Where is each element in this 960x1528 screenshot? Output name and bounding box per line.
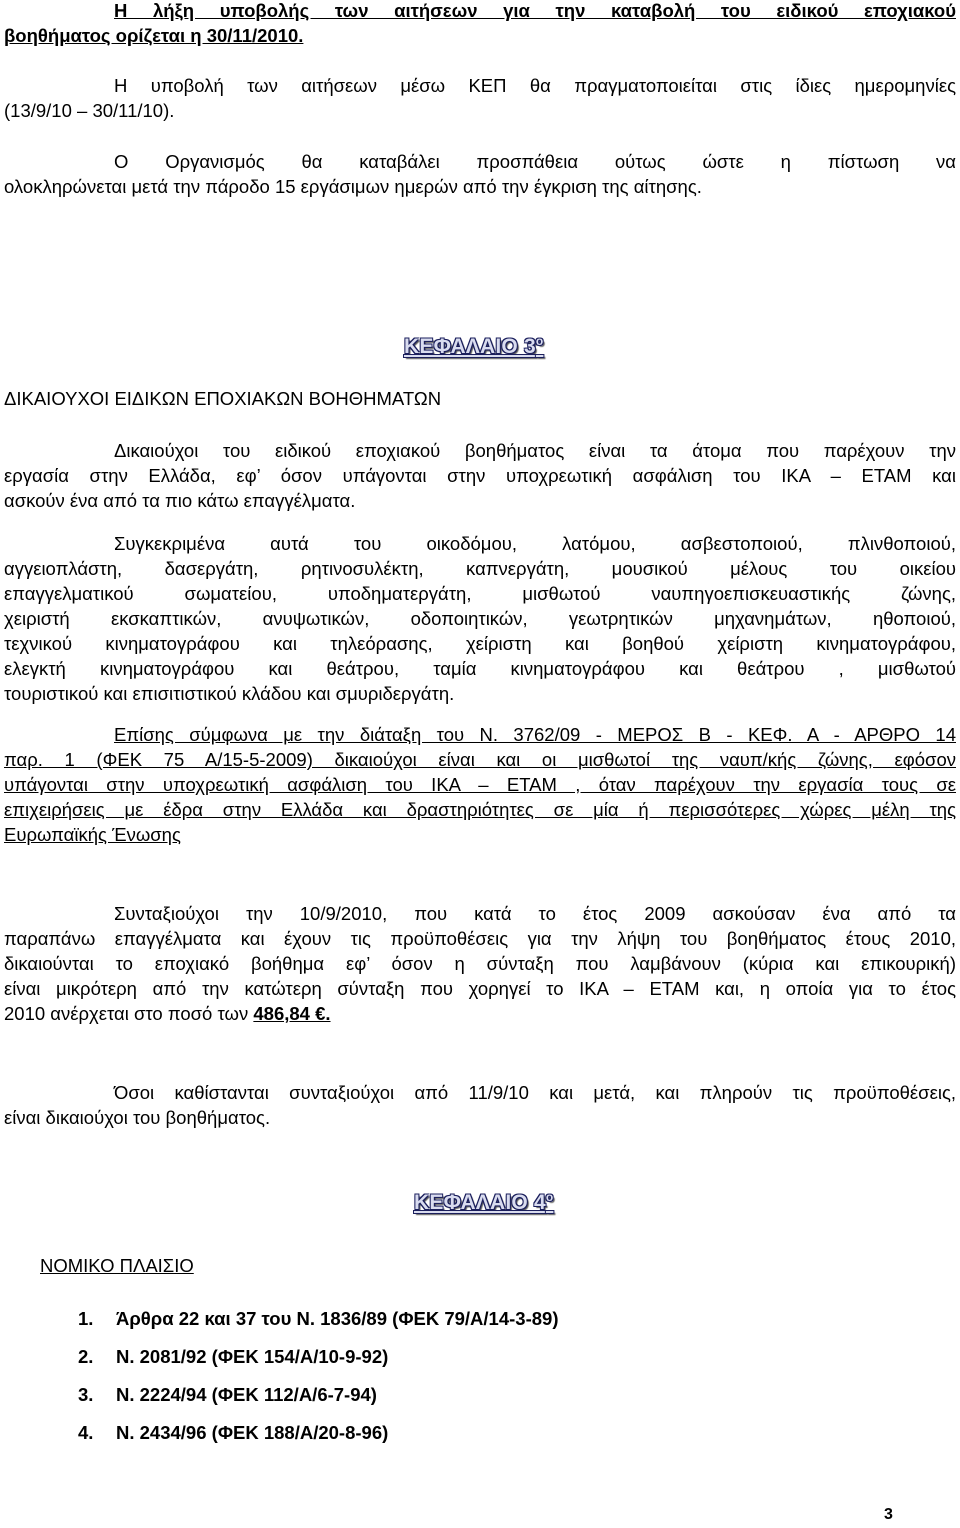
list-item-text: Ν. 2434/96 (ΦΕΚ 188/Α/20-8-96) <box>116 1422 389 1443</box>
deadline-paragraph <box>4 0 956 48</box>
chapter-4-title <box>414 1190 553 1215</box>
new-pensioners-paragraph <box>4 1080 956 1130</box>
kep-line-1: Η υποβολή των αιτήσεων μέσω ΚΕΠ θα πραγματοποιείται στις ίδιες ημερομηνίες <box>114 75 956 96</box>
pensioners-line-5-text: 2010 ανέρχεται στο ποσό των <box>4 1003 254 1024</box>
deadline-line-2: βοηθήματος ορίζεται η 30/11/2010. <box>4 25 304 46</box>
pensioners-paragraph <box>4 901 956 1026</box>
new-pensioners-line-2: είναι δικαιούχοι του βοηθήματος. <box>4 1107 271 1128</box>
legal-list <box>78 1306 558 1458</box>
beneficiaries-paragraph <box>4 438 956 513</box>
list-item-text: Ν. 2081/92 (ΦΕΚ 154/Α/10-9-92) <box>116 1346 389 1367</box>
pensioners-line-3: δικαιούνται το εποχιακό βοήθημα εφ’ όσον η σύνταξη που λαμβάνουν (κύρια και επικουρική) <box>4 953 956 974</box>
list-item-number: 2. <box>78 1346 94 1367</box>
professions-line-2: αγγειοπλάστη, δασεργάτη, ρητινοσυλέκτη, καπνεργάτη, μουσικού μέλους του οικείου <box>4 558 956 579</box>
shipyard-line-2: παρ. 1 (ΦΕΚ 75 Α/15-5-2009) δικαιούχοι είναι και οι μισθωτοί της ναυπ/κής ζώνης, εφόσον <box>4 749 956 770</box>
legal-framework-heading: ΝΟΜΙΚΟ ΠΛΑΙΣΙΟ <box>40 1255 194 1276</box>
deadline-line-1: Η λήξη υποβολής των αιτήσεων για την καταβολή του ειδικού εποχιακού <box>114 0 956 21</box>
list-item-number: 3. <box>78 1384 94 1405</box>
list-item-text: Ν. 2224/94 (ΦΕΚ 112/Α/6-7-94) <box>116 1384 377 1405</box>
chapter-4-sup: ο <box>545 1190 554 1204</box>
professions-line-6: ελεγκτή κινηματογράφου και θεάτρου, ταμία κινηματογράφου και θεάτρου , μισθωτού <box>4 658 956 679</box>
shipyard-line-3: υπάγονται στην υποχρεωτική ασφάλιση του ΙΚΑ – ΕΤΑΜ , όταν παρέχουν την εργασία τους σε <box>4 774 956 795</box>
shipyard-paragraph <box>4 722 956 847</box>
professions-line-1: Συγκεκριμένα αυτά του οικοδόμου, λατόμου, ασβεστοποιού, πλινθοποιού, <box>114 533 956 554</box>
professions-paragraph <box>4 531 956 706</box>
page-number: 3 <box>884 1506 893 1523</box>
chapter-4-label: ΚΕΦΑΛΑΙΟ 4 <box>414 1191 546 1214</box>
kep-line-2: (13/9/10 – 30/11/10). <box>4 100 175 121</box>
shipyard-line-5: Ευρωπαϊκής Ένωσης <box>4 824 181 845</box>
kep-paragraph <box>4 73 956 123</box>
list-item-text: Άρθρα 22 και 37 του Ν. 1836/89 (ΦΕΚ 79/Α/14-3-89) <box>116 1308 559 1329</box>
payment-paragraph <box>4 149 956 199</box>
list-item <box>78 1306 558 1344</box>
list-item <box>78 1420 558 1458</box>
beneficiaries-line-2: εργασία στην Ελλάδα, εφ’ όσον υπάγονται στην υποχρεωτική ασφάλιση του ΙΚΑ – ΕΤΑΜ και <box>4 465 956 486</box>
pension-amount: 486,84 €. <box>253 1003 331 1024</box>
professions-line-7: τουριστικού και επισιτιστικού κλάδου και σμυριδεργάτη. <box>4 683 455 704</box>
pensioners-line-2: παραπάνω επαγγέλματα και έχουν τις προϋποθέσεις για την λήψη του βοηθήματος έτους 2010, <box>4 928 956 949</box>
chapter-3-title <box>404 334 543 359</box>
beneficiaries-heading: ΔΙΚΑΙΟΥΧΟΙ ΕΙΔΙΚΩΝ ΕΠΟΧΙΑΚΩΝ ΒΟΗΘΗΜΑΤΩΝ <box>4 388 442 409</box>
chapter-3-sup: ο <box>535 334 544 348</box>
pensioners-line-4: είναι μικρότερη από την κατώτερη σύνταξη που χορηγεί το ΙΚΑ – ΕΤΑΜ και, η οποία για το έτος <box>4 978 956 999</box>
pensioners-line-1: Συνταξιούχοι την 10/9/2010, που κατά το έτος 2009 ασκούσαν ένα από τα <box>114 903 956 924</box>
shipyard-line-4: επιχειρήσεις με έδρα στην Ελλάδα και δραστηριότητες σε μία ή περισσότερες χώρες μέλη της <box>4 799 956 820</box>
list-item-number: 4. <box>78 1422 94 1443</box>
list-item <box>78 1344 558 1382</box>
chapter-3-label: ΚΕΦΑΛΑΙΟ 3 <box>404 335 536 358</box>
list-item <box>78 1382 558 1420</box>
pensioners-line-5 <box>4 1001 956 1026</box>
beneficiaries-line-3: ασκούν ένα από τα πιο κάτω επαγγέλματα. <box>4 490 356 511</box>
shipyard-line-1: Επίσης σύμφωνα με την διάταξη του Ν. 3762/09 - ΜΕΡΟΣ Β - ΚΕΦ. Α - ΑΡΘΡΟ 14 <box>114 724 956 745</box>
list-item-number: 1. <box>78 1308 94 1329</box>
professions-line-5: τεχνικού κινηματογράφου και τηλεόρασης, χείριστη και βοηθού χείριστη κινηματογράφου, <box>4 633 956 654</box>
payment-line-2: ολοκληρώνεται μετά την πάροδο 15 εργάσιμων ημερών από την έγκριση της αίτησης. <box>4 176 702 197</box>
beneficiaries-line-1: Δικαιούχοι του ειδικού εποχιακού βοηθήματος είναι τα άτομα που παρέχουν την <box>114 440 956 461</box>
professions-line-3: επαγγελματικού σωματείου, υποδηματεργάτη, μισθωτού ναυπηγοεπισκευαστικής ζώνης, <box>4 583 956 604</box>
payment-line-1: Ο Οργανισμός θα καταβάλει προσπάθεια ούτως ώστε η πίστωση να <box>114 151 956 172</box>
new-pensioners-line-1: Όσοι καθίστανται συνταξιούχοι από 11/9/10 και μετά, και πληρούν τις προϋποθέσεις, <box>114 1082 956 1103</box>
professions-line-4: χειριστή εκσκαπτικών, ανυψωτικών, οδοποιητικών, γεωτρητικών μηχανημάτων, ηθοποιού, <box>4 608 956 629</box>
